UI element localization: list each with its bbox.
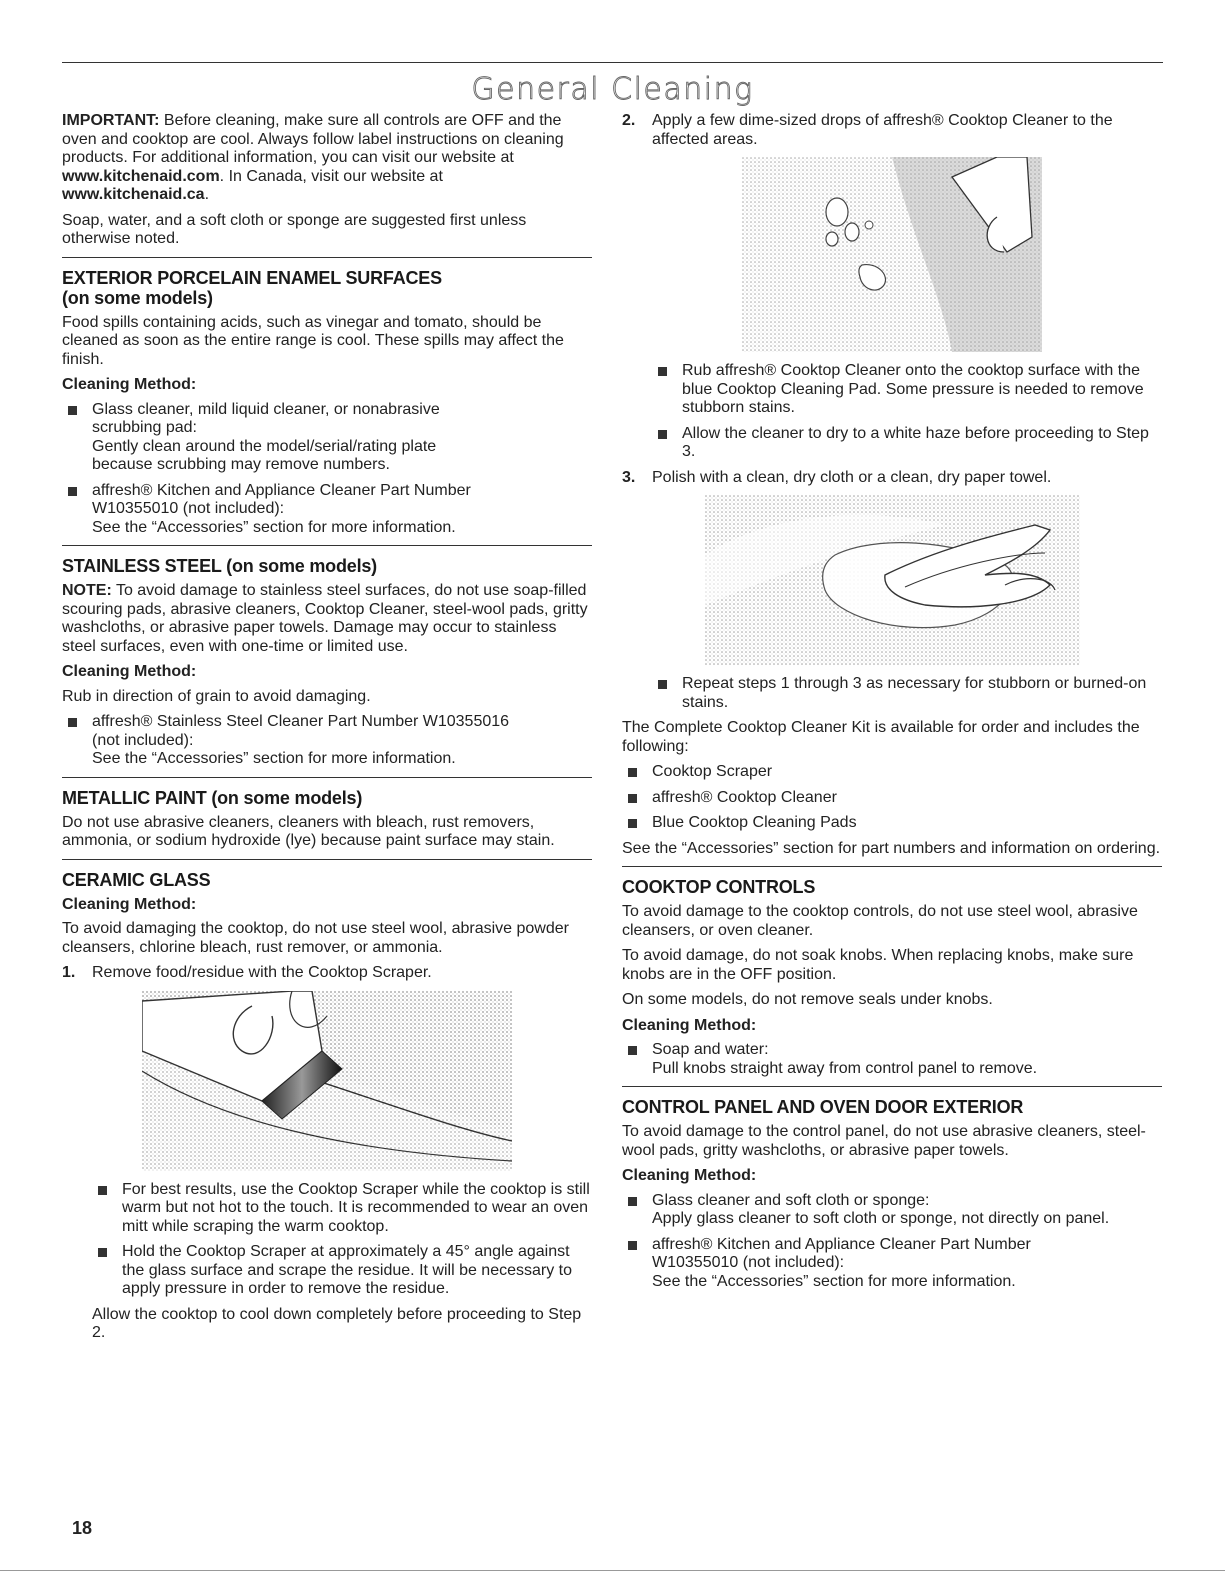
- stainless-note: [62, 582, 592, 656]
- list-item: affresh® Kitchen and Appliance Cleaner Part Number W10355010 (not included): See the “Accessories” section for more information.: [62, 482, 592, 538]
- important-text-2: . In Canada, visit our website at: [219, 167, 443, 185]
- list-item: Glass cleaner and soft cloth or sponge: Apply glass cleaner to soft cloth or sponge, not directly on panel.: [622, 1192, 1162, 1229]
- controls-list: [622, 1041, 1162, 1078]
- top-rule: [62, 62, 1163, 63]
- see-accessories-text: See the “Accessories” section for part numbers and information on ordering.: [622, 839, 1161, 857]
- step-2: [622, 112, 1162, 149]
- stainless-method-label: Cleaning Method:: [62, 663, 197, 680]
- page-title: General Cleaning: [471, 72, 754, 107]
- section-divider: [62, 777, 592, 778]
- list-item: Hold the Cooktop Scraper at approximately a 45° angle against the glass surface and scrape the residue. It will be necessary to apply pressure in order to remove the residue.: [92, 1243, 592, 1299]
- page-number: 18: [72, 1518, 93, 1538]
- step-text: Remove food/residue with the Cooktop Scraper.: [92, 964, 432, 981]
- polish-illustration: [705, 495, 1080, 665]
- kit-text: The Complete Cooktop Cleaner Kit is available for order and includes the following:: [622, 719, 1140, 755]
- metallic-heading: METALLIC PAINT (on some models): [62, 787, 363, 808]
- drops-illustration: [742, 157, 1042, 352]
- ceramic-body: To avoid damaging the cooktop, do not use steel wool, abrasive powder cleansers, chlorine bleach, rust remover, or ammonia.: [62, 920, 569, 956]
- right-column: [622, 112, 1162, 1298]
- kit-list: [622, 763, 1162, 833]
- section-divider: [622, 866, 1162, 867]
- list-item: Cooktop Scraper: [622, 763, 1162, 782]
- important-label: IMPORTANT:: [62, 112, 160, 129]
- porcelain-list: [62, 401, 592, 538]
- step-text: Apply a few dime-sized drops of affresh® Cooktop Cleaner to the affected areas.: [652, 112, 1113, 148]
- note-label: NOTE:: [62, 582, 112, 599]
- step-3-bullets: [652, 675, 1162, 712]
- note-text: To avoid damage to stainless steel surfaces, do not use soap-filled scouring pads, abrasive cleaners, Cooktop Cleaner, steel-wool pads, gritty washcloths, or abrasive paper towels. Damage may occur to stainless steel surfaces, even with one-time or limited use.: [62, 582, 588, 655]
- list-item: For best results, use the Cooktop Scraper while the cooktop is still warm but not hot to the touch. It is recommended to wear an oven mitt while scraping the warm cooktop.: [92, 1181, 592, 1237]
- porcelain-body: Food spills containing acids, such as vinegar and tomato, should be cleaned as soon as the entire range is cool. These spills may affect the finish.: [62, 313, 564, 368]
- scraper-illustration: [142, 991, 512, 1171]
- list-item: Allow the cleaner to dry to a white haze before proceeding to Step 3.: [652, 425, 1162, 462]
- bottom-rule: [0, 1570, 1225, 1571]
- kitchenaid-ca-link[interactable]: www.kitchenaid.ca: [62, 186, 205, 203]
- controls-heading: COOKTOP CONTROLS: [622, 877, 816, 897]
- stainless-list: [62, 713, 592, 769]
- controls-p3: On some models, do not remove seals under knobs.: [622, 991, 993, 1008]
- step-number: 3.: [622, 468, 636, 486]
- list-item: Soap and water: Pull knobs straight away from control panel to remove.: [622, 1041, 1162, 1078]
- list-item: Glass cleaner, mild liquid cleaner, or nonabrasive scrubbing pad: Gently clean around the model/serial/rating plate because scrubbing may remove numbers.: [62, 401, 592, 475]
- ceramic-method-label: Cleaning Method:: [62, 895, 197, 913]
- important-paragraph: [62, 112, 592, 205]
- step-1: [62, 964, 592, 983]
- stainless-rub-text: Rub in direction of grain to avoid damaging.: [62, 687, 371, 705]
- step-text: Polish with a clean, dry cloth or a clean, dry paper towel.: [652, 468, 1052, 486]
- metallic-body: Do not use abrasive cleaners, cleaners with bleach, rust removers, ammonia, or sodium hydroxide (lye) because paint surface may stain.: [62, 813, 555, 849]
- panel-heading: CONTROL PANEL AND OVEN DOOR EXTERIOR: [622, 1097, 1024, 1117]
- section-divider: [62, 257, 592, 258]
- section-divider: [622, 1086, 1162, 1087]
- section-divider: [62, 859, 592, 860]
- list-item: Blue Cooktop Cleaning Pads: [622, 814, 1162, 833]
- list-item: affresh® Cooktop Cleaner: [622, 789, 1162, 808]
- allow-cool-text: Allow the cooktop to cool down completely before proceeding to Step 2.: [92, 1305, 582, 1341]
- list-item: affresh® Stainless Steel Cleaner Part Number W10355016 (not included): See the “Accessories” section for more information.: [62, 713, 592, 769]
- soap-paragraph: Soap, water, and a soft cloth or sponge are suggested first unless otherwise noted.: [62, 211, 527, 247]
- controls-p2: To avoid damage, do not soak knobs. When replacing knobs, make sure knobs are in the OFF position.: [622, 947, 1134, 983]
- panel-method-label: Cleaning Method:: [622, 1167, 757, 1184]
- period: .: [204, 186, 210, 203]
- stainless-heading: STAINLESS STEEL (on some models): [62, 556, 377, 576]
- step-number: 2.: [622, 112, 636, 129]
- list-item: Repeat steps 1 through 3 as necessary for stubborn or burned-on stains.: [652, 675, 1162, 712]
- list-item: Rub affresh® Cooktop Cleaner onto the cooktop surface with the blue Cooktop Cleaning Pad. Some pressure is needed to remove stubborn stains.: [652, 362, 1162, 418]
- porcelain-method-label: Cleaning Method:: [62, 376, 197, 393]
- porcelain-heading: EXTERIOR PORCELAIN ENAMEL SURFACES (on some models): [62, 267, 442, 308]
- controls-method-label: Cleaning Method:: [622, 1016, 757, 1034]
- kitchenaid-us-link[interactable]: www.kitchenaid.com: [62, 167, 220, 185]
- left-column: [62, 112, 592, 1350]
- step-1-bullets: [92, 1181, 592, 1299]
- panel-body: To avoid damage to the control panel, do not use abrasive cleaners, steel-wool pads, gritty washcloths, or abrasive paper towels.: [622, 1123, 1146, 1159]
- step-2-bullets: [652, 362, 1162, 462]
- controls-p1: To avoid damage to the cooktop controls, do not use steel wool, abrasive cleansers, or oven cleaner.: [622, 903, 1138, 939]
- ceramic-heading: CERAMIC GLASS: [62, 869, 211, 890]
- important-text-1: Before cleaning, make sure all controls are OFF and the oven and cooktop are cool. Always follow label instructions on cleaning products. For additional information, you can visit our website at: [62, 112, 564, 166]
- section-divider: [62, 545, 592, 546]
- panel-list: [622, 1192, 1162, 1292]
- step-number: 1.: [62, 964, 76, 981]
- step-3: [622, 469, 1162, 488]
- list-item: affresh® Kitchen and Appliance Cleaner Part Number W10355010 (not included): See the “Accessories” section for more information.: [622, 1236, 1162, 1292]
